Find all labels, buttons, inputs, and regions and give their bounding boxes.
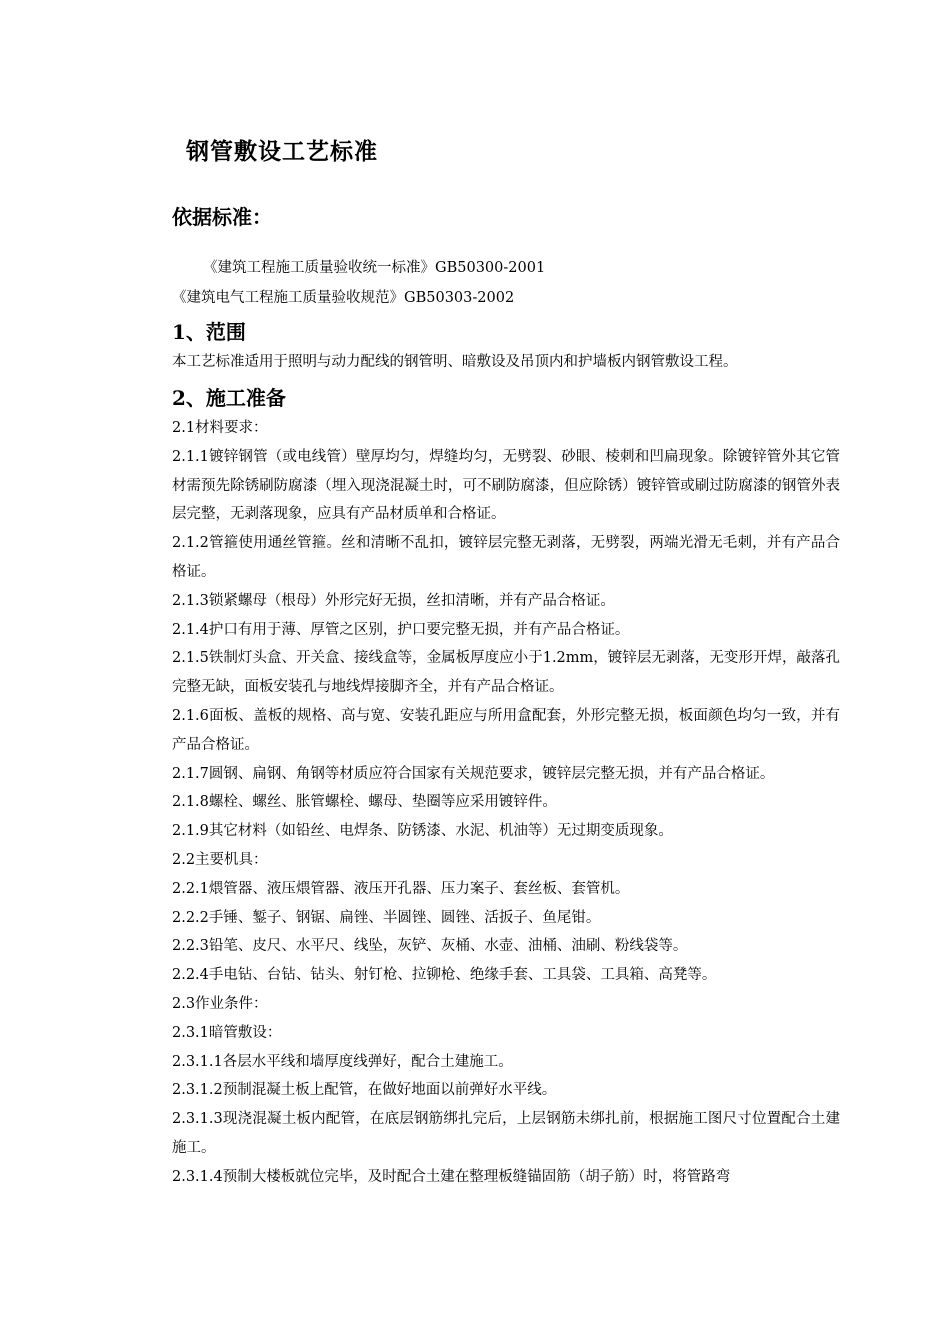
reference-standard: 《建筑工程施工质量验收统一标准》GB50300-2001	[203, 260, 546, 276]
clause-item: 2.3.1.1各层水平线和墙厚度线弹好，配合土建施工。	[172, 1053, 513, 1070]
basis-heading: 依据标准：	[172, 205, 272, 229]
document-title: 钢管敷设工艺标准	[186, 138, 378, 165]
scope-paragraph: 本工艺标准适用于照明与动力配线的钢管明、暗敷设及吊顶内和护墙板内钢管敷设工程。	[172, 354, 738, 370]
clause-item: 2.1材料要求：	[172, 420, 268, 436]
clause-item: 2.1.1镀锌钢管（或电线管）壁厚均匀，焊缝均匀，无劈裂、砂眼、棱刺和凹扁现象。除镀锌管外其它管材需预先除锈刷防腐漆（埋入现浇混凝土时，可不刷防腐漆，但应除锈）镀锌管或刷过防腐漆的钢管外表层完整，无剥落现象，应具有产品材质单和合格证。	[172, 448, 840, 523]
clause-item: 2.1.5铁制灯头盒、开关盒、接线盒等，金属板厚度应小于1.2mm，镀锌层无剥落，无变形开焊，敲落孔完整无缺，面板安装孔与地线焊接脚齐全，并有产品合格证。	[172, 650, 840, 696]
clause-item: 2.1.3锁紧螺母（根母）外形完好无损，丝扣清晰，并有产品合格证。	[172, 592, 615, 609]
clause-item: 2.2.3铅笔、皮尺、水平尺、线坠，灰铲、灰桶、水壶、油桶、油刷、粉线袋等。	[172, 938, 688, 955]
clause-item: 2.3.1.2预制混凝土板上配管，在做好地面以前弹好水平线。	[172, 1082, 557, 1099]
clause-item: 2.2.4手电钻、台钻、钻头、射钉枪、拉铆枪、绝缘手套、工具袋、工具箱、高凳等。	[172, 967, 717, 984]
reference-standard: 《建筑电气工程施工质量验收规范》GB50303-2002	[172, 290, 515, 306]
clause-item: 2.2.1煨管器、液压煨管器、液压开孔器、压力案子、套丝板、套管机。	[172, 880, 630, 897]
clause-item: 2.3.1暗管敷设：	[172, 1024, 282, 1041]
clause-item: 2.1.2管箍使用通丝管箍。丝和清晰不乱扣，镀锌层完整无剥落，无劈裂，两端光滑无毛刺，并有产品合格证。	[172, 535, 840, 580]
clause-item: 2.3.1.4预制大楼板就位完毕，及时配合土建在整理板缝锚固筋（胡子筋）时，将管路弯	[172, 1168, 731, 1185]
preparation-items	[172, 414, 840, 1192]
section-heading-preparation: 2、施工准备	[172, 386, 286, 410]
clause-item: 2.2主要机具：	[172, 851, 268, 868]
section-heading-scope: 1、范围	[172, 320, 246, 344]
clause-item: 2.2.2手锤、錾子、钢锯、扁锉、半圆锉、圆锉、活扳子、鱼尾钳。	[172, 909, 601, 926]
clause-item: 2.1.4护口有用于薄、厚管之区别，护口要完整无损，并有产品合格证。	[172, 621, 630, 638]
clause-item: 2.1.7圆钢、扁钢、角钢等材质应符合国家有关规范要求，镀锌层完整无损，并有产品合格证。	[172, 765, 775, 782]
clause-item: 2.1.9其它材料（如铅丝、电焊条、防锈漆、水泥、机油等）无过期变质现象。	[172, 823, 673, 840]
clause-item: 2.3.1.3现浇混凝土板内配管，在底层钢筋绑扎完后，上层钢筋未绑扎前，根据施工图尺寸位置配合土建施工。	[172, 1111, 840, 1156]
clause-item: 2.1.8螺栓、螺丝、胀管螺栓、螺母、垫圈等应采用镀锌件。	[172, 794, 557, 811]
clause-item: 2.3作业条件：	[172, 995, 268, 1012]
clause-item: 2.1.6面板、盖板的规格、高与宽、安装孔距应与所用盒配套，外形完整无损，板面颜色均匀一致，并有产品合格证。	[172, 707, 840, 753]
